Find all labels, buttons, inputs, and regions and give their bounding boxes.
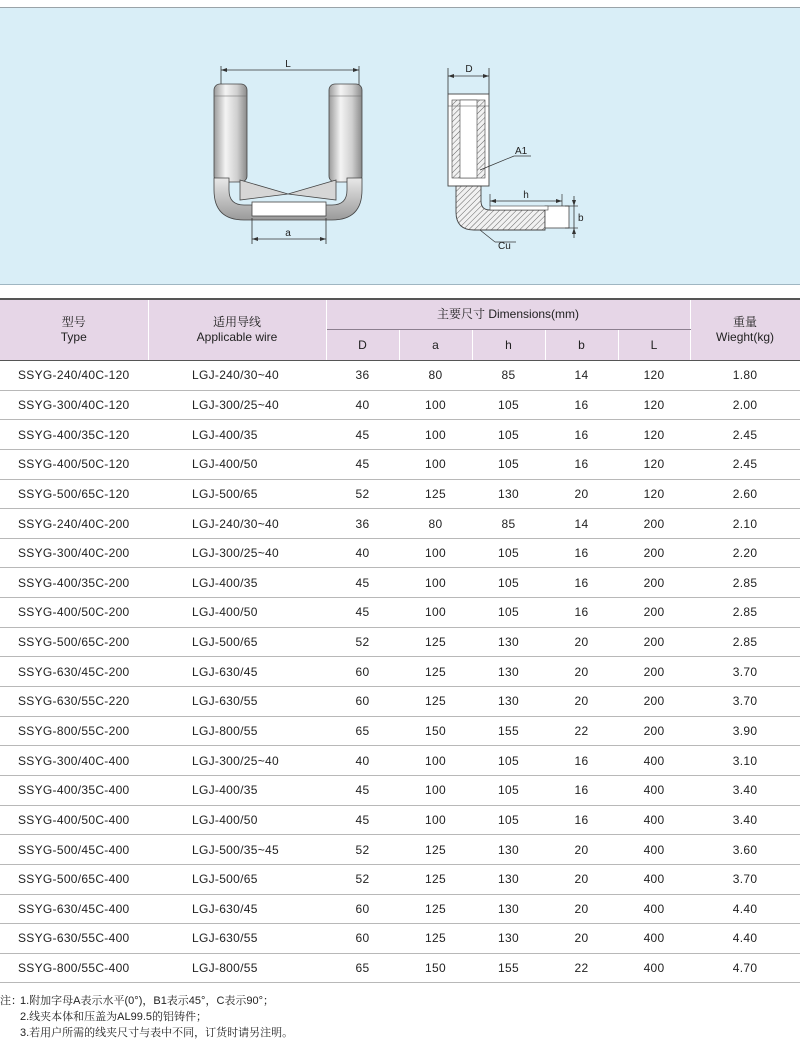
cell-h: 155 bbox=[472, 716, 545, 746]
cell-weight: 2.85 bbox=[690, 568, 800, 598]
cell-weight: 2.20 bbox=[690, 538, 800, 568]
cell-D: 60 bbox=[326, 894, 399, 924]
cell-h: 105 bbox=[472, 746, 545, 776]
cell-wire: LGJ-240/30~40 bbox=[148, 361, 326, 391]
cell-L: 400 bbox=[618, 805, 690, 835]
table-row bbox=[0, 864, 800, 894]
table-row bbox=[0, 598, 800, 628]
cell-D: 45 bbox=[326, 775, 399, 805]
cell-weight: 2.45 bbox=[690, 420, 800, 450]
cell-L: 200 bbox=[618, 687, 690, 717]
cell-D: 45 bbox=[326, 598, 399, 628]
cell-L: 120 bbox=[618, 390, 690, 420]
table-row bbox=[0, 775, 800, 805]
table-row bbox=[0, 420, 800, 450]
label-h: h bbox=[523, 190, 529, 201]
cell-type: SSYG-240/40C-200 bbox=[0, 509, 148, 539]
cell-b: 20 bbox=[545, 835, 618, 865]
header-weight-cn: 重量 bbox=[733, 315, 758, 329]
cell-wire: LGJ-800/55 bbox=[148, 716, 326, 746]
cell-type: SSYG-800/55C-200 bbox=[0, 716, 148, 746]
cell-type: SSYG-240/40C-120 bbox=[0, 361, 148, 391]
note-line-3: 3.若用户所需的线夹尺寸与表中不同，订货时请另注明。 bbox=[20, 1027, 294, 1039]
cell-a: 100 bbox=[399, 449, 472, 479]
header-type-en: Type bbox=[60, 330, 87, 344]
cell-weight: 2.85 bbox=[690, 598, 800, 628]
cell-wire: LGJ-400/35 bbox=[148, 568, 326, 598]
cell-L: 120 bbox=[618, 420, 690, 450]
table-row bbox=[0, 805, 800, 835]
note-line-2: 2.线夹本体和压盖为AL99.5的铝铸件； bbox=[20, 1011, 208, 1023]
cell-wire: LGJ-300/25~40 bbox=[148, 390, 326, 420]
cell-b: 20 bbox=[545, 479, 618, 509]
table-row bbox=[0, 390, 800, 420]
cell-wire: LGJ-500/65 bbox=[148, 627, 326, 657]
cell-h: 130 bbox=[472, 864, 545, 894]
cell-D: 36 bbox=[326, 361, 399, 391]
cell-L: 120 bbox=[618, 449, 690, 479]
cell-type: SSYG-630/55C-220 bbox=[0, 687, 148, 717]
cell-b: 22 bbox=[545, 953, 618, 983]
cell-weight: 1.80 bbox=[690, 361, 800, 391]
cell-wire: LGJ-300/25~40 bbox=[148, 538, 326, 568]
label-D: D bbox=[465, 64, 473, 75]
cell-L: 400 bbox=[618, 894, 690, 924]
cell-a: 125 bbox=[399, 864, 472, 894]
cell-a: 150 bbox=[399, 716, 472, 746]
cell-type: SSYG-400/35C-200 bbox=[0, 568, 148, 598]
cell-D: 60 bbox=[326, 657, 399, 687]
label-a: a bbox=[285, 228, 291, 239]
table-row bbox=[0, 687, 800, 717]
cell-type: SSYG-500/65C-120 bbox=[0, 479, 148, 509]
cell-wire: LGJ-400/35 bbox=[148, 775, 326, 805]
header-wire-cn: 适用导线 bbox=[212, 315, 261, 329]
cell-L: 400 bbox=[618, 864, 690, 894]
cell-h: 130 bbox=[472, 924, 545, 954]
cell-wire: LGJ-400/50 bbox=[148, 449, 326, 479]
cell-b: 14 bbox=[545, 361, 618, 391]
cell-D: 40 bbox=[326, 390, 399, 420]
cell-h: 105 bbox=[472, 598, 545, 628]
cell-D: 60 bbox=[326, 687, 399, 717]
cell-weight: 2.10 bbox=[690, 509, 800, 539]
table-row bbox=[0, 479, 800, 509]
cell-b: 16 bbox=[545, 390, 618, 420]
side-view bbox=[448, 68, 578, 242]
cell-D: 40 bbox=[326, 538, 399, 568]
cell-b: 16 bbox=[545, 420, 618, 450]
cell-D: 52 bbox=[326, 835, 399, 865]
cell-D: 52 bbox=[326, 864, 399, 894]
cell-a: 125 bbox=[399, 479, 472, 509]
cell-weight: 4.40 bbox=[690, 894, 800, 924]
cell-h: 105 bbox=[472, 538, 545, 568]
cell-a: 80 bbox=[399, 361, 472, 391]
cell-a: 125 bbox=[399, 924, 472, 954]
cell-D: 40 bbox=[326, 746, 399, 776]
label-Cu: Cu bbox=[498, 241, 511, 252]
cell-b: 20 bbox=[545, 924, 618, 954]
cell-b: 16 bbox=[545, 449, 618, 479]
cell-type: SSYG-800/55C-400 bbox=[0, 953, 148, 983]
cell-L: 120 bbox=[618, 361, 690, 391]
cell-wire: LGJ-630/55 bbox=[148, 924, 326, 954]
cell-a: 100 bbox=[399, 420, 472, 450]
cell-b: 16 bbox=[545, 775, 618, 805]
table-row bbox=[0, 538, 800, 568]
cell-weight: 3.40 bbox=[690, 805, 800, 835]
cell-a: 100 bbox=[399, 538, 472, 568]
table-row bbox=[0, 657, 800, 687]
cell-h: 105 bbox=[472, 390, 545, 420]
cell-D: 65 bbox=[326, 716, 399, 746]
header-dim-a: a bbox=[399, 330, 472, 361]
cell-weight: 3.70 bbox=[690, 864, 800, 894]
cell-b: 16 bbox=[545, 746, 618, 776]
cell-b: 20 bbox=[545, 687, 618, 717]
cell-b: 20 bbox=[545, 657, 618, 687]
cell-weight: 3.70 bbox=[690, 687, 800, 717]
cell-D: 45 bbox=[326, 449, 399, 479]
cell-weight: 2.85 bbox=[690, 627, 800, 657]
header-dim-b: b bbox=[545, 330, 618, 361]
header-wire bbox=[148, 299, 326, 361]
cell-D: 52 bbox=[326, 479, 399, 509]
cell-wire: LGJ-630/55 bbox=[148, 687, 326, 717]
cell-type: SSYG-400/50C-400 bbox=[0, 805, 148, 835]
cell-weight: 2.00 bbox=[690, 390, 800, 420]
cell-wire: LGJ-400/50 bbox=[148, 598, 326, 628]
cell-type: SSYG-400/35C-400 bbox=[0, 775, 148, 805]
technical-drawing-panel bbox=[0, 8, 800, 285]
cell-a: 150 bbox=[399, 953, 472, 983]
table-row bbox=[0, 835, 800, 865]
cell-h: 105 bbox=[472, 775, 545, 805]
cell-b: 14 bbox=[545, 509, 618, 539]
cell-a: 125 bbox=[399, 835, 472, 865]
cell-type: SSYG-630/55C-400 bbox=[0, 924, 148, 954]
cell-wire: LGJ-630/45 bbox=[148, 657, 326, 687]
header-wire-en: Applicable wire bbox=[196, 330, 278, 344]
cell-L: 200 bbox=[618, 598, 690, 628]
cell-wire: LGJ-800/55 bbox=[148, 953, 326, 983]
cell-L: 400 bbox=[618, 924, 690, 954]
cell-L: 400 bbox=[618, 746, 690, 776]
cell-weight: 3.60 bbox=[690, 835, 800, 865]
header-weight bbox=[690, 299, 800, 361]
cell-D: 52 bbox=[326, 627, 399, 657]
cell-b: 16 bbox=[545, 598, 618, 628]
table-row bbox=[0, 746, 800, 776]
front-view bbox=[214, 66, 362, 244]
cell-L: 400 bbox=[618, 953, 690, 983]
cell-L: 120 bbox=[618, 479, 690, 509]
cell-L: 200 bbox=[618, 716, 690, 746]
cell-a: 100 bbox=[399, 805, 472, 835]
cell-h: 105 bbox=[472, 449, 545, 479]
cell-h: 155 bbox=[472, 953, 545, 983]
cell-a: 125 bbox=[399, 657, 472, 687]
header-dim-L: L bbox=[618, 330, 690, 361]
cell-L: 200 bbox=[618, 568, 690, 598]
table-row bbox=[0, 509, 800, 539]
cell-h: 130 bbox=[472, 479, 545, 509]
notes-prefix: 注： bbox=[0, 995, 22, 1007]
cell-h: 105 bbox=[472, 805, 545, 835]
cell-weight: 4.70 bbox=[690, 953, 800, 983]
cell-wire: LGJ-240/30~40 bbox=[148, 509, 326, 539]
cell-weight: 4.40 bbox=[690, 924, 800, 954]
table-row bbox=[0, 924, 800, 954]
cell-L: 400 bbox=[618, 775, 690, 805]
cell-D: 36 bbox=[326, 509, 399, 539]
spec-table bbox=[0, 298, 800, 983]
cell-L: 200 bbox=[618, 538, 690, 568]
cell-wire: LGJ-400/35 bbox=[148, 420, 326, 450]
header-dim-D: D bbox=[326, 330, 399, 361]
header-weight-en: Wieght(kg) bbox=[716, 330, 775, 344]
cell-h: 85 bbox=[472, 361, 545, 391]
cell-h: 130 bbox=[472, 627, 545, 657]
cell-h: 105 bbox=[472, 420, 545, 450]
header-dim-h: h bbox=[472, 330, 545, 361]
cell-h: 130 bbox=[472, 835, 545, 865]
cell-h: 105 bbox=[472, 568, 545, 598]
table-row bbox=[0, 953, 800, 983]
label-A1: A1 bbox=[515, 146, 528, 157]
cell-type: SSYG-500/45C-400 bbox=[0, 835, 148, 865]
cell-L: 200 bbox=[618, 509, 690, 539]
cell-L: 400 bbox=[618, 835, 690, 865]
cell-wire: LGJ-630/45 bbox=[148, 894, 326, 924]
cell-wire: LGJ-300/25~40 bbox=[148, 746, 326, 776]
cell-wire: LGJ-400/50 bbox=[148, 805, 326, 835]
cell-wire: LGJ-500/65 bbox=[148, 479, 326, 509]
cell-wire: LGJ-500/65 bbox=[148, 864, 326, 894]
cell-a: 100 bbox=[399, 746, 472, 776]
cell-type: SSYG-630/45C-200 bbox=[0, 657, 148, 687]
table-row bbox=[0, 716, 800, 746]
cell-type: SSYG-500/65C-400 bbox=[0, 864, 148, 894]
notes bbox=[0, 993, 800, 1041]
table-row bbox=[0, 894, 800, 924]
table-body bbox=[0, 361, 800, 983]
cell-weight: 3.40 bbox=[690, 775, 800, 805]
cell-type: SSYG-300/40C-120 bbox=[0, 390, 148, 420]
header-type-cn: 型号 bbox=[61, 315, 86, 329]
note-line-1: 1.附加字母A表示水平(0°)，B1表示45°，C表示90°； bbox=[20, 995, 275, 1007]
table-row bbox=[0, 361, 800, 391]
cell-type: SSYG-300/40C-200 bbox=[0, 538, 148, 568]
clamp-drawing bbox=[0, 8, 800, 284]
cell-weight: 3.90 bbox=[690, 716, 800, 746]
label-b: b bbox=[578, 213, 584, 224]
cell-weight: 3.10 bbox=[690, 746, 800, 776]
table-row bbox=[0, 568, 800, 598]
cell-a: 100 bbox=[399, 568, 472, 598]
cell-a: 125 bbox=[399, 627, 472, 657]
cell-weight: 2.60 bbox=[690, 479, 800, 509]
cell-D: 45 bbox=[326, 420, 399, 450]
cell-b: 20 bbox=[545, 894, 618, 924]
cell-a: 125 bbox=[399, 894, 472, 924]
cell-type: SSYG-400/50C-120 bbox=[0, 449, 148, 479]
cell-a: 80 bbox=[399, 509, 472, 539]
cell-b: 16 bbox=[545, 805, 618, 835]
cell-type: SSYG-630/45C-400 bbox=[0, 894, 148, 924]
cell-L: 200 bbox=[618, 657, 690, 687]
table-row bbox=[0, 627, 800, 657]
cell-wire: LGJ-500/35~45 bbox=[148, 835, 326, 865]
cell-h: 130 bbox=[472, 687, 545, 717]
cell-type: SSYG-500/65C-200 bbox=[0, 627, 148, 657]
cell-D: 45 bbox=[326, 568, 399, 598]
cell-b: 22 bbox=[545, 716, 618, 746]
cell-D: 65 bbox=[326, 953, 399, 983]
cell-L: 200 bbox=[618, 627, 690, 657]
cell-b: 16 bbox=[545, 538, 618, 568]
cell-a: 100 bbox=[399, 390, 472, 420]
cell-h: 130 bbox=[472, 657, 545, 687]
cell-type: SSYG-400/35C-120 bbox=[0, 420, 148, 450]
cell-D: 60 bbox=[326, 924, 399, 954]
header-type bbox=[0, 299, 148, 361]
cell-a: 100 bbox=[399, 598, 472, 628]
header-dimensions: 主要尺寸 Dimensions(mm) bbox=[326, 299, 690, 330]
cell-a: 125 bbox=[399, 687, 472, 717]
cell-h: 85 bbox=[472, 509, 545, 539]
cell-h: 130 bbox=[472, 894, 545, 924]
cell-D: 45 bbox=[326, 805, 399, 835]
cell-a: 100 bbox=[399, 775, 472, 805]
table-row bbox=[0, 449, 800, 479]
cell-b: 16 bbox=[545, 568, 618, 598]
cell-b: 20 bbox=[545, 627, 618, 657]
label-L: L bbox=[285, 59, 291, 70]
cell-type: SSYG-300/40C-400 bbox=[0, 746, 148, 776]
cell-weight: 2.45 bbox=[690, 449, 800, 479]
cell-b: 20 bbox=[545, 864, 618, 894]
cell-weight: 3.70 bbox=[690, 657, 800, 687]
cell-type: SSYG-400/50C-200 bbox=[0, 598, 148, 628]
